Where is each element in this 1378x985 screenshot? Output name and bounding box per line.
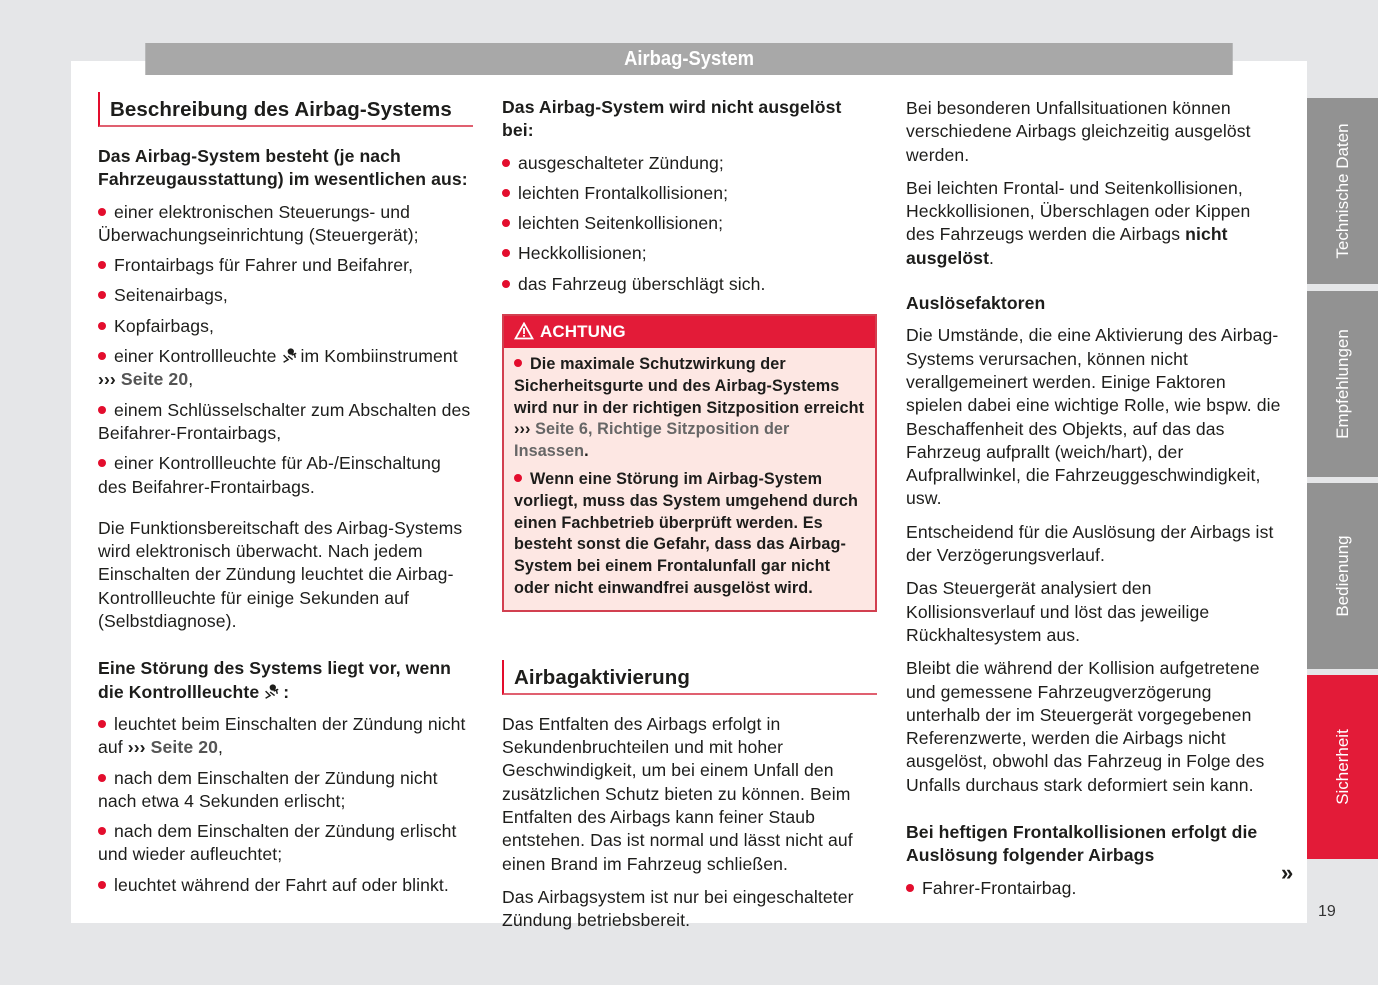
link-seite-20[interactable]: ››› Seite 20 (98, 369, 189, 390)
bullet-icon (98, 881, 106, 889)
column-1 (98, 92, 473, 904)
bullet-icon (502, 159, 510, 167)
not-triggered-list (502, 152, 877, 296)
bullet-icon (98, 352, 106, 360)
list-item: Kopfairbags, (98, 315, 473, 338)
components-heading: Das Airbag-System besteht (je nach Fahrzeugausstattung) im wesentlichen aus: (98, 146, 468, 190)
tab-sicherheit[interactable]: Sicherheit (1307, 675, 1378, 859)
bullet-icon (98, 406, 106, 414)
factors-heading: Auslösefaktoren (906, 293, 1046, 314)
continue-arrow-icon: » (1281, 860, 1294, 885)
activation-paragraph-2: Das Airbagsystem ist nur bei eingeschalteter Zündung betriebsbereit. (502, 886, 854, 931)
bullet-icon (98, 291, 106, 299)
list-item: Fahrer-Frontairbag. (906, 877, 1281, 900)
factors-paragraph-1: Die Umstände, die eine Aktivierung des Airbag-Systems verursachen, können nicht verallgemeinert werden. Einige Faktoren spielen dabei eine wichtige Rolle, wie bspw. die Beschaffenheit des Objekts, auf das das Fahrzeug aufprallt (weich/hart), der Aufprallwinkel, die Fahrzeuggeschwindigkeit, usw. (906, 325, 1281, 509)
factors-paragraph-4: Bleibt die während der Kollision aufgetretene und gemessene Fahrzeugverzögerung unterhalb der im Steuergerät vorgegebenen Referenzwerte, werden die Airbags nicht ausgelöst, obwohl das Fahrzeug in Folge des Unfalls durchaus stark deformiert sein kann. (906, 658, 1265, 795)
frontal-heading: Bei heftigen Frontalkollisionen erfolgt die Auslösung folgender Airbags (906, 822, 1258, 866)
page-header-title: Airbag-System (145, 43, 1232, 75)
bullet-icon (98, 208, 106, 216)
warning-item: Die maximale Schutzwirkung der Sicherheitsgurte und des Airbag-Systems wird nur in der richtigen Sitzposition erreicht ››› Seite 6, Richtige Sitzposition der Insassen. (514, 355, 865, 461)
page-number: 19 (1318, 903, 1336, 920)
column-3 (906, 92, 1281, 907)
list-item: Seitenairbags, (98, 284, 473, 307)
warning-header: ACHTUNG (504, 316, 875, 348)
bullet-icon (514, 359, 522, 367)
paragraph-special-situations: Bei besonderen Unfallsituationen können verschiedene Airbags gleichzeitig ausgelöst werden. (906, 98, 1251, 165)
warning-body (504, 348, 875, 610)
bullet-icon (98, 720, 106, 728)
fault-heading: Eine Störung des Systems liegt vor, wenn die Kontrollleuchte : (98, 658, 452, 702)
bullet-icon (502, 219, 510, 227)
monitoring-paragraph: Die Funktionsbereitschaft des Airbag-Systems wird elektronisch überwacht. Nach jedem Einschalten der Zündung leuchtet die Airbag-Kontrollleuchte für einige Sekunden auf (Selbstdiagnose). (98, 517, 463, 632)
section-title-activation: Airbagaktivierung (502, 660, 877, 695)
factors-paragraph-2: Entscheidend für die Auslösung der Airbags ist der Verzögerungsverlauf. (906, 521, 1274, 566)
list-item: nach dem Einschalten der Zündung erlischt und wieder aufleuchtet; (98, 821, 457, 865)
list-item: leuchtet während der Fahrt auf oder blinkt. (98, 874, 473, 897)
warning-item: Wenn eine Störung im Airbag-System vorliegt, muss das System umgehend durch einen Fachbetrieb überprüft werden. Es besteht sonst die Gefahr, dass das Airbag-System bei einem Frontalunfall gar nicht oder nicht einwandfrei ausgelöst wird. (514, 470, 859, 598)
list-item: einem Schlüsselschalter zum Abschalten des Beifahrer-Frontairbags, (98, 399, 471, 443)
link-seite-20[interactable]: ››› Seite 20 (127, 737, 218, 758)
section-title-description: Beschreibung des Airbag-Systems (98, 92, 473, 127)
activation-paragraph-1: Das Entfalten des Airbags erfolgt in Sekundenbruchteilen und mit hoher Geschwindigkeit, um bei einem Unfall den zusätzlichen Schutz bieten zu können. Beim Entfalten des Airbags kann feiner Staub entstehen. Das ist normal und lässt nicht auf einen Brand im Fahrzeug schließen. (502, 713, 853, 874)
list-item: Frontairbags für Fahrer und Beifahrer, (98, 254, 473, 277)
tab-technische-daten[interactable]: Technische Daten (1307, 98, 1378, 284)
tab-bedienung[interactable]: Bedienung (1307, 483, 1378, 669)
warning-triangle-icon (514, 322, 534, 340)
list-item: leichten Frontalkollisionen; (502, 182, 877, 205)
paragraph-light-collisions: Bei leichten Frontal- und Seitenkollisionen, Heckkollisionen, Überschlagen oder Kippen des Fahrzeugs werden die Airbags nicht ausgelöst. (906, 177, 1251, 268)
bullet-icon (98, 261, 106, 269)
bullet-icon (98, 827, 106, 835)
list-item: nach dem Einschalten der Zündung nicht nach etwa 4 Sekunden erlischt; (98, 767, 438, 811)
bullet-icon (98, 459, 106, 467)
list-item: leuchtet beim Einschalten der Zündung nicht auf ››› Seite 20, (98, 713, 466, 758)
warning-box (502, 314, 877, 612)
not-triggered-heading: Das Airbag-System wird nicht ausgelöst bei: (502, 97, 842, 141)
link-seite-6[interactable]: ››› Seite 6, Richtige Sitzposition der Insassen (514, 420, 790, 461)
list-item: leichten Seitenkollisionen; (502, 212, 877, 235)
list-item: einer Kontrollleuchte für Ab-/Einschaltung des Beifahrer-Frontairbags. (98, 453, 441, 497)
factors-paragraph-3: Das Steuergerät analysiert den Kollisionsverlauf und löst das jeweilige Rückhaltesystem aus. (906, 578, 1210, 645)
airbag-warning-lamp-icon (280, 347, 298, 365)
bullet-icon (502, 189, 510, 197)
list-item: Heckkollisionen; (502, 242, 877, 265)
list-item: einer Kontrollleuchte im Kombiinstrument ››› Seite 20, (98, 346, 458, 390)
list-item: ausgeschalteter Zündung; (502, 152, 877, 175)
tab-empfehlungen[interactable]: Empfehlungen (1307, 291, 1378, 477)
bullet-icon (502, 249, 510, 257)
bullet-icon (98, 774, 106, 782)
column-2 (502, 92, 877, 943)
frontal-list (906, 877, 1281, 900)
airbag-warning-lamp-icon (262, 683, 280, 701)
bullet-icon (502, 280, 510, 288)
bullet-icon (906, 884, 914, 892)
fault-list (98, 713, 473, 897)
bullet-icon (98, 322, 106, 330)
bullet-icon (514, 474, 522, 482)
list-item: das Fahrzeug überschlägt sich. (502, 273, 877, 296)
components-list (98, 201, 473, 499)
list-item: einer elektronischen Steuerungs- und Überwachungseinrichtung (Steuergerät); (98, 201, 419, 245)
